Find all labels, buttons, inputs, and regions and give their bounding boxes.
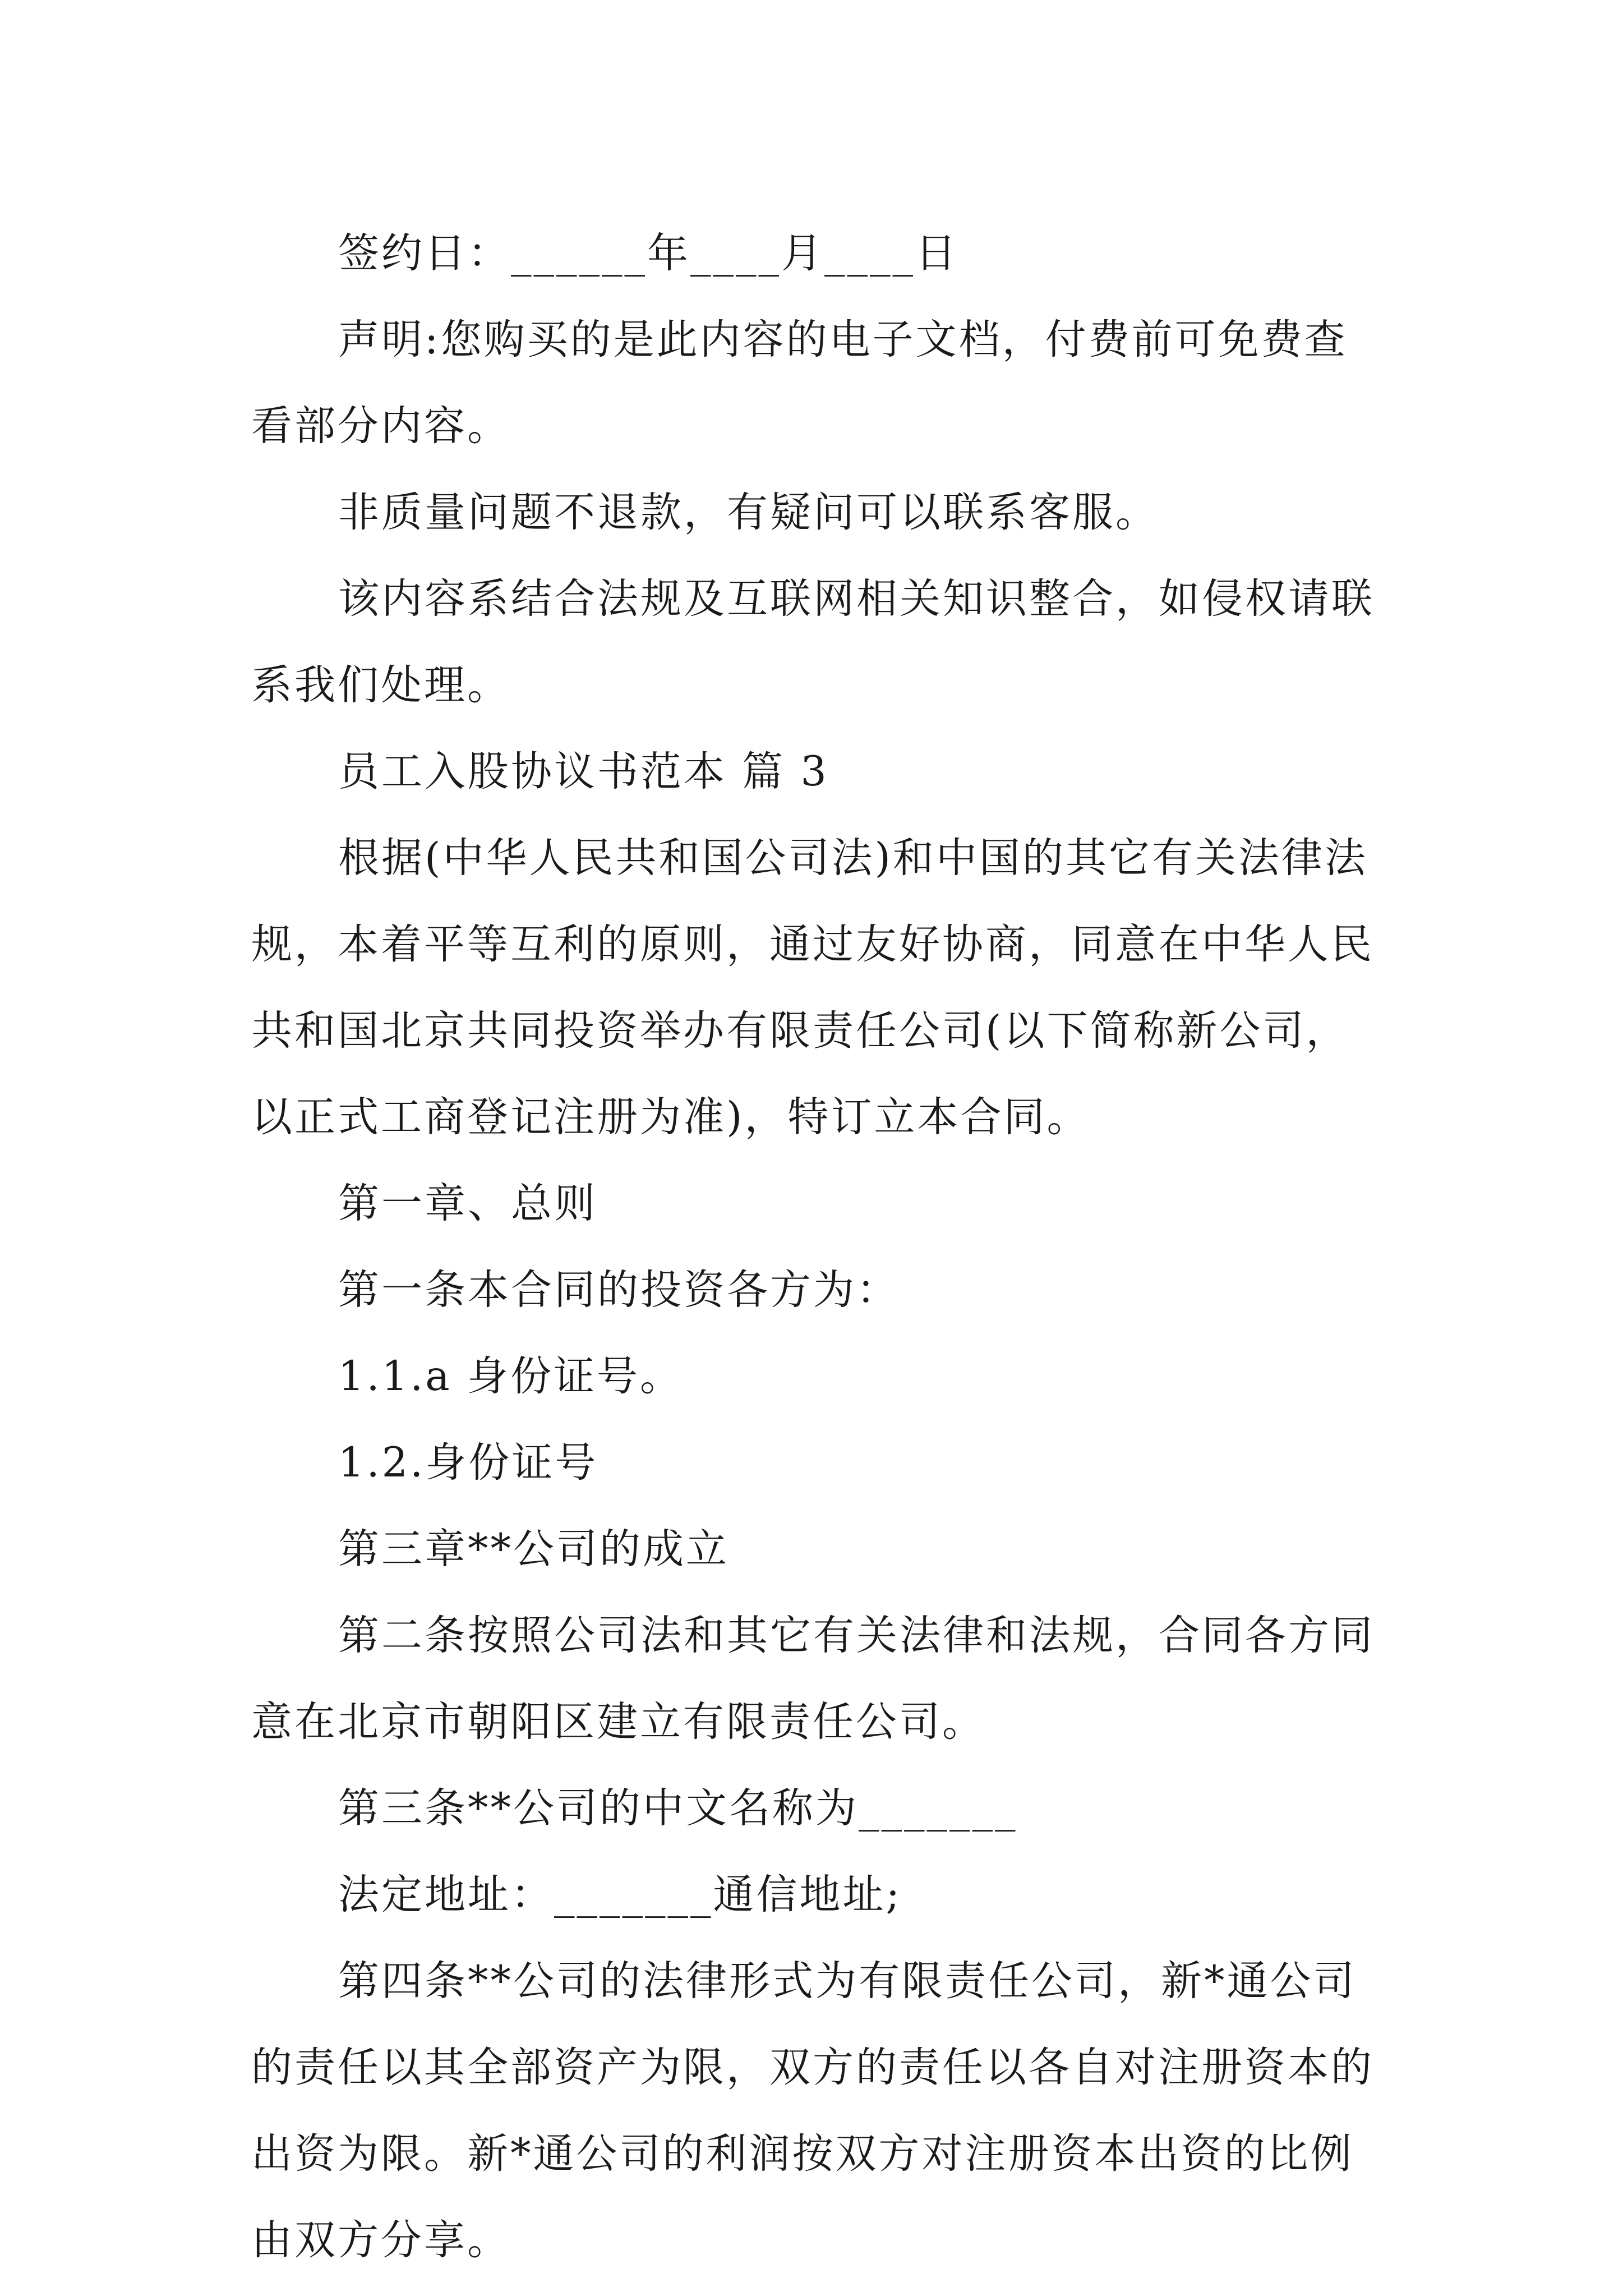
text-line: 第一条本合同的投资各方为： bbox=[338, 1266, 900, 1314]
text-line: 由双方分享。 bbox=[251, 2216, 510, 2264]
article-paragraph bbox=[251, 1765, 1385, 1852]
article-paragraph bbox=[251, 1247, 1385, 1333]
clause-item bbox=[251, 1420, 1385, 1506]
text-line: 第二条按照公司法和其它有关法律和法规，合同各方同 bbox=[338, 1612, 1375, 1659]
text-line: 的责任以其全部资产为限，双方的责任以各自对注册资本的 bbox=[251, 2044, 1374, 2091]
text-line: 声明:您购买的是此内容的电子文档，付费前可免费查 bbox=[338, 316, 1348, 364]
text-line: 第三章**公司的成立 bbox=[338, 1525, 729, 1573]
text-line: 规，本着平等互利的原则，通过友好协商，同意在中华人民 bbox=[251, 921, 1374, 968]
text-line: 共和国北京共同投资举办有限责任公司(以下简称新公司， bbox=[251, 1007, 1349, 1055]
text-line: 根据(中华人民共和国公司法)和中国的其它有关法律法 bbox=[338, 834, 1368, 882]
clause-item bbox=[251, 1333, 1385, 1420]
text-line: 以正式工商登记注册为准)，特订立本合同。 bbox=[251, 1093, 1090, 1141]
text-line: 1.1.a 身份证号。 bbox=[338, 1352, 684, 1400]
text-line: 员工入股协议书范本 篇 3 bbox=[338, 748, 829, 795]
refund-notice-paragraph bbox=[251, 470, 1385, 556]
text-line: 出资为限。新*通公司的利润按双方对注册资本出资的比例 bbox=[251, 2130, 1354, 2178]
text-line: 签约日：______年____月____日 bbox=[338, 229, 958, 277]
text-line: 1.2.身份证号 bbox=[338, 1439, 598, 1487]
preamble-paragraph bbox=[251, 815, 1385, 1161]
text-line: 第三条**公司的中文名称为_______ bbox=[338, 1784, 1018, 1832]
chapter-heading bbox=[251, 1161, 1385, 1247]
article-paragraph bbox=[251, 1593, 1385, 1765]
text-line: 意在北京市朝阳区建立有限责任公司。 bbox=[251, 1698, 985, 1746]
section-title bbox=[251, 729, 1385, 815]
copyright-notice-paragraph bbox=[251, 556, 1385, 729]
chapter-heading bbox=[251, 1506, 1385, 1593]
text-line: 非质量问题不退款，有疑问可以联系客服。 bbox=[338, 489, 1159, 536]
text-line: 系我们处理。 bbox=[251, 661, 510, 709]
signing-date-line bbox=[251, 210, 1385, 297]
text-line: 法定地址：_______通信地址; bbox=[338, 1871, 902, 1918]
disclaimer-paragraph bbox=[251, 297, 1385, 470]
article-paragraph bbox=[251, 1938, 1385, 2284]
text-line: 第四条**公司的法律形式为有限责任公司，新*通公司 bbox=[338, 1957, 1357, 2005]
address-line bbox=[251, 1852, 1385, 1938]
text-line: 该内容系结合法规及互联网相关知识整合，如侵权请联 bbox=[338, 575, 1375, 623]
text-line: 第一章、总则 bbox=[338, 1180, 597, 1227]
document-body bbox=[251, 210, 1385, 2284]
text-line: 看部分内容。 bbox=[251, 402, 510, 450]
